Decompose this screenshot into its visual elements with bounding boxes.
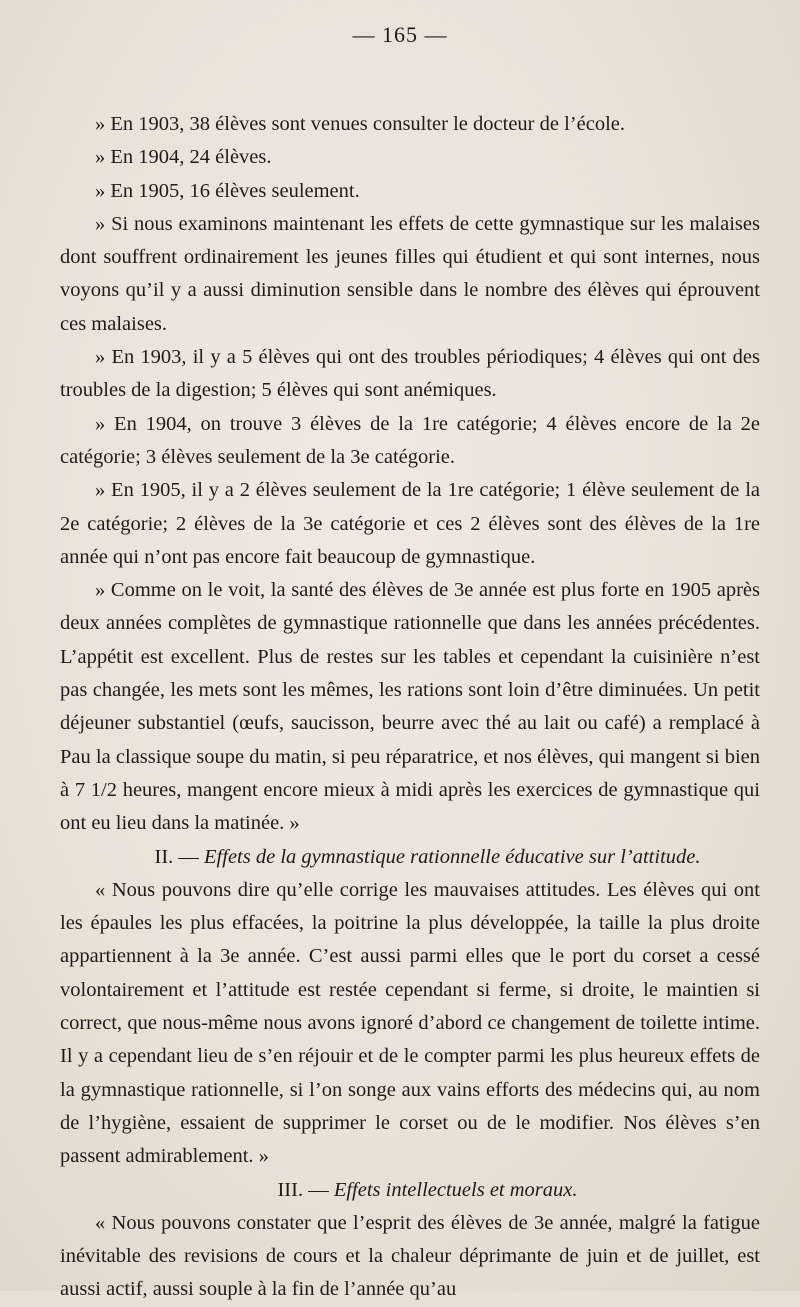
section-heading-2 xyxy=(60,841,760,874)
paragraph: « Nous pouvons constater que l’esprit des élèves de 3e année, malgré la fatigue inévitable des revisions de cours et la chaleur déprimante de juin et de juillet, est aussi actif, aussi souple à la fin de l’année qu’au xyxy=(60,1211,760,1301)
page-number: — 165 — xyxy=(352,22,448,47)
paragraph: » En 1903, 38 élèves sont venues consulter le docteur de l’école. xyxy=(95,113,625,135)
body-text xyxy=(60,108,760,1307)
section-title: Effets de la gymnastique rationnelle éducative sur l’attitude. xyxy=(204,845,701,868)
paragraph: » Si nous examinons maintenant les effets de cette gymnastique sur les malaises dont souffrent ordinairement les jeunes filles qui étudient et qui sont internes, nous voyons qu’il y a aussi diminution sensible dans le nombre des élèves qui éprouvent ces malaises. xyxy=(60,212,760,335)
paragraph: » En 1904, 24 élèves. xyxy=(95,146,272,169)
paragraph: » En 1904, on trouve 3 élèves de la 1re catégorie; 4 élèves encore de la 2e catégorie; 3 élèves seulement de la 3e catégorie. xyxy=(60,412,760,468)
paragraph: » Comme on le voit, la santé des élèves de 3e année est plus forte en 1905 après deux années complètes de gymnastique rationnelle que dans les années précédentes. L’appétit est excellent. Plus de restes sur les tables et cependant la cuisinière n’est pas changée, les mets sont les mêmes, les rations sont loin d’être diminuées. Un petit déjeuner substantiel (œufs, saucisson, beurre avec thé au lait ou café) a remplacé à Pau la classique soupe du matin, si peu réparatrice, et nos élèves, qui mangent si bien à 7 1/2 heures, mangent encore mieux à midi après les exercices de gymnastique qui ont eu lieu dans la matinée. » xyxy=(60,579,760,835)
paragraph: » En 1905, 16 élèves seulement. xyxy=(95,179,360,202)
section-title: Effets intellectuels et moraux. xyxy=(333,1178,578,1201)
section-heading-3 xyxy=(60,1174,760,1207)
paragraph: « Nous pouvons dire qu’elle corrige les mauvaises attitudes. Les élèves qui ont les épaules les plus effacées, la poitrine la plus développée, la taille la plus droite appartiennent à la 3e année. C’est aussi parmi elles que le port du corset a cessé volontairement et l’attitude est restée cependant si ferme, si droite, le maintien si correct, que nous-même nous avons ignoré d’abord ce changement de toilette intime. Il y a cependant lieu de s’en réjouir et de le compter parmi les plus heureux effets de la gymnastique rationnelle, si l’on songe aux vains efforts des médecins qui, au nom de l’hygiène, essaient de supprimer le corset ou de le modifier. Nos élèves s’en passent admirablement. » xyxy=(60,878,760,1168)
paragraph: » En 1905, il y a 2 élèves seulement de la 1re catégorie; 1 élève seulement de la 2e catégorie; 2 élèves de la 3e catégorie et ces 2 élèves sont des élèves de la 1re année qui n’ont pas encore fait beaucoup de gymnastique. xyxy=(60,479,760,568)
paragraph: » En 1903, il y a 5 élèves qui ont des troubles périodiques; 4 élèves qui ont des troubles de la digestion; 5 élèves qui sont anémiques. xyxy=(60,346,760,402)
section-number: III. — xyxy=(277,1178,329,1201)
section-number: II. — xyxy=(154,845,199,868)
